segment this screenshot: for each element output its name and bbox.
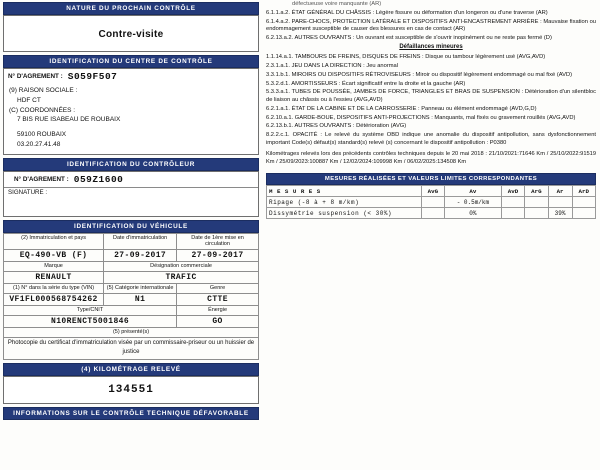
defect-minor-3-code: 5.3.2.d.1. [266,80,290,87]
defect-minor-4 [266,89,596,104]
defect-minor-2 [266,72,596,80]
controleur-agrement-row [4,172,258,187]
veh-plate: EQ-490-VB (F) [4,250,104,262]
controleur-section-title: IDENTIFICATION DU CONTRÔLEUR [3,158,259,171]
centre-line-0: (9) RAISON SOCIALE : [9,87,78,94]
vehicule-header-row-5 [4,327,259,337]
centre-agrement-label: N° D'AGREMENT : [8,73,63,80]
measures-row-1-v3 [525,208,548,219]
vehicule-value-row-3 [4,294,259,306]
measures-title: MESURES RÉALISÉES ET VALEURS LIMITES CORRESPONDANTES [266,173,596,185]
measures-row-0 [267,197,596,208]
centre-agrement-row [4,69,258,84]
section-defavorable [3,407,259,420]
measures-row-0-v3 [525,197,548,208]
vehicule-value-row-2 [4,272,259,284]
measures-header-row [267,186,596,197]
measures-row-1-label: Dissymétrie suspension (< 30%) [267,208,422,219]
controleur-box [3,171,259,217]
vehicule-value-row-1 [4,250,259,262]
defect-major-2-text: AUTRES OUVRANTS : Un ouvrant est susceptible de s'ouvrir inopinément ou ne reste pas fermé (D) [294,34,552,41]
defect-minor-7 [266,123,596,131]
vehicule-header-row-1 [4,233,259,250]
centre-agrement-value: S059F507 [67,71,118,82]
measures-row-0-v5 [572,197,595,208]
defect-minor-0-text: TAMBOURS DE FREINS, DISQUES DE FREINS : Disque ou tambour légèrement usé (AVG,AVD) [294,54,546,61]
km-history: Kilométrages relevés lors des précédents contrôles techniques depuis le 20 mai 2018 : 21/10/2021:71646 Km / 25/10/2022:91519 Km / 25/09/2023:100887 Km / 12/02/2024:109998 Km / 06/02/2025:134508 Km [266,151,596,166]
defect-minor-0-code: 1.1.14.a.1. [266,54,294,61]
defect-major-1 [266,19,596,34]
vehicule-header-row-3 [4,284,259,294]
km-value: 134551 [108,383,154,396]
nature-value-box [3,15,259,52]
veh-designation: TRAFIC [104,272,259,284]
defect-minor-6-code: 6.2.10.a.1. [266,114,294,121]
defect-minor-5 [266,106,596,114]
measures-row-0-v4 [548,197,572,208]
section-vehicule [3,220,259,360]
measures-row-0-label: Ripage (-8 à + 8 m/km) [267,197,422,208]
defect-minor-5-text: ÉTAT DE LA CABINE ET DE LA CARROSSERIE : Panneau ou élément endommagé (AVD,G,D) [291,105,537,112]
nature-value: Contre-visite [98,29,164,40]
veh-h2-1: Désignation commerciale [104,262,259,272]
veh-categorie: N1 [104,294,177,306]
veh-date-mec: 27-09-2017 [177,250,259,262]
centre-line-2: (C) COORDONNÉES : [9,106,76,114]
veh-h1-1: Date d'immatriculation [104,233,177,250]
defect-minor-2-code: 3.3.1.b.1. [266,71,290,78]
veh-marque: RENAULT [4,272,104,284]
controleur-signature-area [4,187,258,216]
centre-section-title: IDENTIFICATION DU CENTRE DE CONTRÔLE [3,55,259,68]
defect-major-1-text: PARE-CHOCS, PROTECTION LATÉRALE ET DISPOSITIFS ANTI-ENCASTREMENT ARRIÈRE : Mauvaise fixation ou endommagement susceptible de causer des blessures en cas de contact (AR) [266,18,596,33]
defect-minor-3-text: AMORTISSEURS : Écart significatif entre la droite et la gauche (AR) [291,80,466,87]
defect-major-0 [266,10,596,18]
measures-table [266,185,596,219]
km-box [3,376,259,404]
veh-energie: GO [177,315,259,327]
defect-partial-top: défectueuse voire manquante (AR) [292,1,382,7]
defect-major-2-code: 6.2.13.a.2. [266,34,294,41]
veh-h5-0: (5) présenté(s) [4,327,259,337]
defect-minor-5-code: 6.2.1.a.1. [266,105,290,112]
nature-section-title: NATURE DU PROCHAIN CONTRÔLE [3,2,259,15]
vehicule-note-row [4,337,259,359]
controleur-signature-label: SIGNATURE : [8,188,48,196]
measures-row-0-v0 [421,197,444,208]
defect-minor-1-code: 2.3.1.a.1. [266,63,290,70]
veh-note: Photocopie du certificat d'immatriculation visée par un commissaire-priseur ou un huissier de justice [4,337,259,359]
controleur-agrement-label: N° D'AGREMENT : [14,175,69,183]
km-section-title: (4) KILOMÉTRAGE RELEVÉ [3,363,259,376]
defect-minor-8 [266,132,596,147]
centre-details [4,84,258,154]
vehicule-table [3,233,259,360]
defect-minor-4-code: 5.3.3.a.1. [266,89,290,96]
defect-minor-4-text: TUBES DE POUSSÉE, JAMBES DE FORCE, TRIANGLES ET BRAS DE SUSPENSION : Détérioration d'un silentbloc de liaison au châssis ou à l'essieu (AVG,AVD) [266,89,596,103]
defect-minor-2-text: MIROIRS OU DISPOSITIFS RÉTROVISEURS : Miroir ou dispositif légèrement endommagé ou mal fixé (AVD) [291,71,573,78]
measures-row-1 [267,208,596,219]
veh-h3-2: Genre [177,284,259,294]
veh-date-immat: 27-09-2017 [104,250,177,262]
centre-line-5: 59100 ROUBAIX [17,131,67,138]
measures-row-1-v2 [501,208,524,219]
defect-major-1-code: 6.1.4.a.2. [266,18,290,25]
section-centre-controle [3,55,259,155]
veh-vin: VF1FL000568754262 [4,294,104,306]
centre-line-6: 03.20.27.41.48 [17,140,61,148]
controleur-agrement-value: 059Z1600 [73,173,124,185]
right-column [264,0,600,470]
centre-line-3: 7 BIS RUE ISABEAU DE ROUBAIX [17,116,121,124]
centre-box [3,68,259,155]
section-kilometrage [3,363,259,404]
vehicule-value-row-4 [4,315,259,327]
measures-section [266,173,596,219]
measures-col-0: M E S U R E S [267,186,422,197]
section-controleur [3,158,259,217]
defect-minor-8-text: OPACITÉ : Le relevé du système OBD indique une anomalie du dispositif antipollution, sans dysfonctionnement important Code(s) défaut(s) standard(s) relevé (s) concernant le dispositif antipollution : P0380 [266,132,596,146]
veh-h4-0: Type/CNIT [4,306,177,316]
defect-minor-1-text: JEU DANS LA DIRECTION : Jeu anormal [291,63,398,70]
veh-h1-0: (2) Immatriculation et pays [4,233,104,250]
veh-genre: CTTE [177,294,259,306]
defect-major-2 [266,35,596,43]
vehicule-header-row-2 [4,262,259,272]
measures-col-2: Av [445,186,502,197]
defect-minor-8-code: 8.2.2.c.1. [266,132,290,139]
measures-row-1-v0 [421,208,444,219]
defect-minor-0 [266,54,596,62]
measures-row-1-v4: 39% [548,208,572,219]
defects-list [266,1,596,147]
defect-minor-1 [266,63,596,71]
measures-col-3: AvD [501,186,524,197]
defavorable-section-title: INFORMATIONS SUR LE CONTRÔLE TECHNIQUE DÉFAVORABLE [3,407,259,420]
measures-row-0-v1: - 0.5m/km [445,197,502,208]
defect-major-0-text: ÉTAT GÉNÉRAL DU CHÂSSIS : Légère fissure ou déformation d'un longeron ou d'une traverse (AR) [291,9,548,16]
left-column [0,0,262,470]
veh-type-cnit: N10RENCT5001846 [4,315,177,327]
defect-minor-6 [266,115,596,123]
minor-defects-title: Défaillances mineures [399,44,463,51]
measures-col-4: ArG [525,186,548,197]
measures-col-1: AvG [421,186,444,197]
measures-col-6: ArD [572,186,595,197]
veh-h3-1: (5) Catégorie internationale [104,284,177,294]
measures-row-0-v2 [501,197,524,208]
veh-h4-1: Énergie [177,306,259,316]
vehicule-header-row-4 [4,306,259,316]
section-nature-prochain-controle [3,2,259,52]
veh-h2-0: Marque [4,262,104,272]
measures-row-1-v1: 0% [445,208,502,219]
measures-col-5: Ar [548,186,572,197]
centre-line-1: HDF CT [17,96,41,104]
vehicule-section-title: IDENTIFICATION DU VÉHICULE [3,220,259,233]
defect-minor-6-text: GARDE-BOUE, DISPOSITIFS ANTI-PROJECTIONS : Manquants, mal fixés ou gravement rouillés (AVG,AVD) [294,114,576,121]
defect-minor-7-text: AUTRES OUVRANTS : Détérioration (AVG) [294,123,407,130]
defect-minor-7-code: 6.2.13.b.1. [266,123,294,130]
defect-major-0-code: 6.1.1.a.2. [266,9,290,16]
veh-h3-0: (1) N° dans la série du type (VIN) [4,284,104,294]
defect-minor-3 [266,81,596,89]
veh-h1-2: Date de 1ère mise en circulation [177,233,259,250]
measures-row-1-v5 [572,208,595,219]
